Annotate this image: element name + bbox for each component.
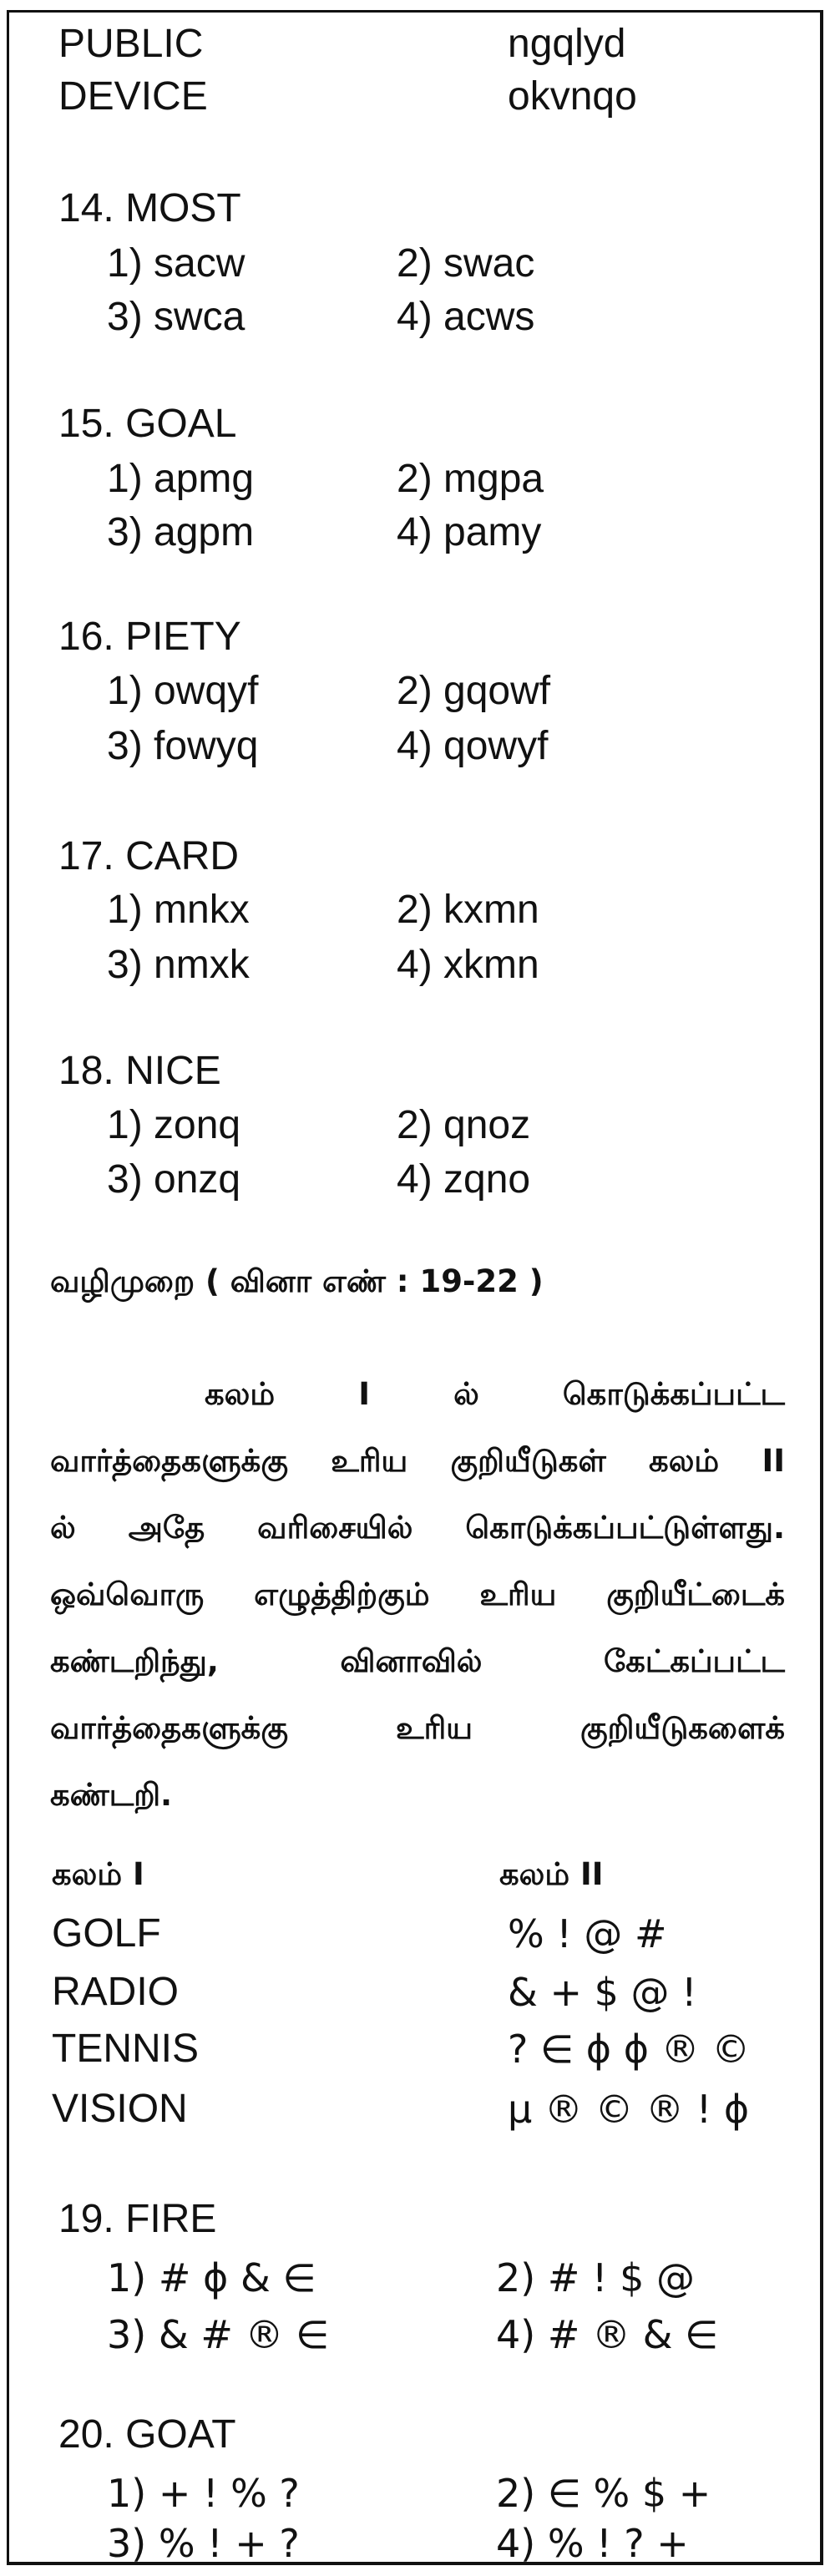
question-label: 14. MOST xyxy=(58,186,241,230)
table-word-radio: RADIO xyxy=(52,1970,180,2014)
table-code-golf: % ! @ # xyxy=(508,1911,667,1956)
option-2: 2) gqowf xyxy=(397,669,551,713)
example-code-2: okvnqo xyxy=(508,74,637,119)
option-4: 4) zqno xyxy=(397,1157,531,1202)
question-label: 15. GOAL xyxy=(58,402,237,446)
option-4: 4) # ® & ∈ xyxy=(496,2312,719,2357)
directions-heading: வழிமுறை ( வினா எண் : 19-22 ) xyxy=(50,1263,544,1299)
table-code-vision: μ ® © ® ! ϕ xyxy=(508,2087,750,2132)
directions-line-7: கண்டறி. xyxy=(50,1777,173,1813)
example-word-1: PUBLIC xyxy=(58,22,204,66)
option-1: 1) + ! % ? xyxy=(107,2471,300,2516)
option-3: 3) nmxk xyxy=(107,943,250,987)
option-2: 2) swac xyxy=(397,241,535,286)
example-word-2: DEVICE xyxy=(58,74,208,119)
option-2: 2) # ! $ @ xyxy=(496,2255,695,2300)
option-3: 3) % ! + ? xyxy=(107,2521,300,2566)
option-3: 3) fowyq xyxy=(107,724,259,768)
option-1: 1) sacw xyxy=(107,241,245,286)
directions-line-6: வார்த்தைகளுக்கு உரிய குறியீடுகளைக் xyxy=(50,1710,785,1746)
directions-paragraph xyxy=(50,1361,785,1829)
option-1: 1) zonq xyxy=(107,1103,241,1147)
option-2: 2) ∈ % $ + xyxy=(496,2471,711,2516)
option-1: 1) owqyf xyxy=(107,669,259,713)
option-2: 2) kxmn xyxy=(397,888,539,932)
option-3: 3) swca xyxy=(107,295,245,339)
table-word-golf: GOLF xyxy=(52,1911,161,1956)
option-4: 4) xkmn xyxy=(397,943,539,987)
question-label: 16. PIETY xyxy=(58,615,241,659)
option-1: 1) mnkx xyxy=(107,888,250,932)
column-1-header: கலம் I xyxy=(52,1856,144,1892)
example-code-1: ngqlyd xyxy=(508,22,626,66)
option-1: 1) apmg xyxy=(107,457,255,501)
option-4: 4) % ! ? + xyxy=(496,2521,689,2566)
question-label: 17. CARD xyxy=(58,834,240,878)
directions-line-3: ல் அதே வரிசையில் கொடுக்கப்பட்டுள்ளது. xyxy=(50,1510,785,1546)
option-4: 4) qowyf xyxy=(397,724,549,768)
option-4: 4) pamy xyxy=(397,510,542,554)
column-2-header: கலம் II xyxy=(499,1856,604,1892)
directions-line-2: வார்த்தைகளுக்கு உரிய குறியீடுகள் கலம் II xyxy=(50,1443,785,1479)
directions-line-1: கலம் I ல் கொடுக்கப்பட்ட xyxy=(205,1376,785,1412)
table-code-radio: & + $ @ ! xyxy=(508,1970,697,2015)
option-4: 4) acws xyxy=(397,295,535,339)
option-3: 3) agpm xyxy=(107,510,255,554)
table-code-tennis: ? ∈ ϕ ϕ ® © xyxy=(508,2027,751,2072)
table-word-vision: VISION xyxy=(52,2087,188,2131)
directions-line-5: கண்டறிந்து, வினாவில் கேட்கப்பட்ட xyxy=(50,1643,785,1679)
question-label: 20. GOAT xyxy=(58,2412,236,2457)
table-word-tennis: TENNIS xyxy=(52,2027,200,2071)
directions-line-4: ஒவ்வொரு எழுத்திற்கும் உரிய குறியீட்டைக் xyxy=(50,1576,785,1612)
option-3: 3) & # ® ∈ xyxy=(107,2312,330,2357)
question-label: 18. NICE xyxy=(58,1049,221,1093)
option-2: 2) mgpa xyxy=(397,457,544,501)
option-1: 1) # ϕ & ∈ xyxy=(107,2255,316,2300)
question-label: 19. FIRE xyxy=(58,2197,217,2241)
option-2: 2) qnoz xyxy=(397,1103,531,1147)
option-3: 3) onzq xyxy=(107,1157,241,1202)
